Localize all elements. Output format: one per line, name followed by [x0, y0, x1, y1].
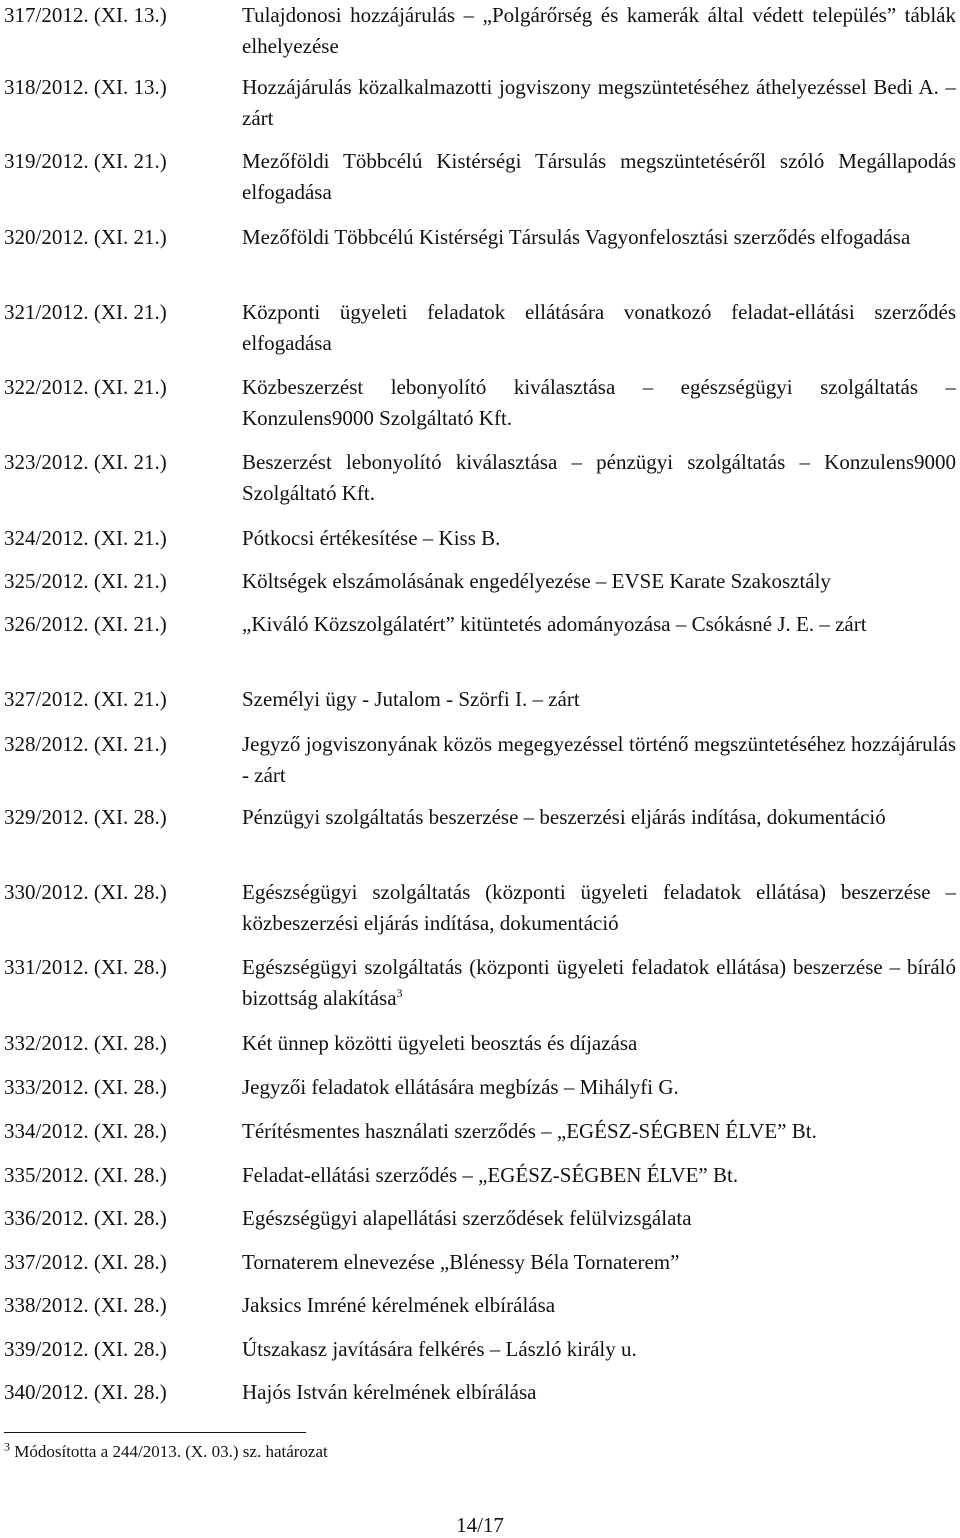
resolution-title — [242, 1290, 956, 1321]
resolution-title-text: Mezőföldi Többcélú Kistérségi Társulás megszüntetéséről szóló Megállapodás elfogadása — [242, 149, 956, 204]
resolution-title — [242, 609, 956, 640]
resolution-number: 329/2012. (XI. 28.) — [4, 805, 167, 829]
resolution-title-text: Egészségügyi szolgáltatás (központi ügyeleti feladatok ellátása) beszerzése – bíráló bizottság alakítása — [242, 955, 956, 1010]
resolution-number: 318/2012. (XI. 13.) — [4, 75, 167, 99]
resolution-title-text: Jaksics Imréné kérelmének elbírálása — [242, 1293, 556, 1317]
list-item — [4, 222, 956, 253]
resolution-number: 321/2012. (XI. 21.) — [4, 300, 167, 324]
list-item — [4, 802, 956, 833]
resolution-number: 328/2012. (XI. 21.) — [4, 732, 167, 756]
resolution-title — [242, 566, 956, 597]
resolution-title-text: Pénzügyi szolgáltatás beszerzése – beszerzési eljárás indítása, dokumentáció — [242, 805, 886, 829]
resolution-title — [242, 297, 956, 359]
resolution-number: 324/2012. (XI. 21.) — [4, 526, 167, 550]
list-item — [4, 1160, 956, 1191]
resolution-title-text: Beszerzést lebonyolító kiválasztása – pénzügyi szolgáltatás – Konzulens9000 Szolgáltató Kft. — [242, 450, 956, 505]
footnote-separator — [4, 1432, 306, 1433]
resolution-title-text: Egészségügyi alapellátási szerződések felülvizsgálata — [242, 1206, 692, 1230]
resolution-title — [242, 729, 956, 791]
resolution-title-text: Hajós István kérelmének elbírálása — [242, 1380, 537, 1404]
footnote-marker: 3 — [4, 1439, 10, 1454]
list-item — [4, 1116, 956, 1147]
list-item — [4, 0, 956, 62]
resolution-title — [242, 222, 956, 253]
list-item — [4, 1247, 956, 1278]
resolution-number: 334/2012. (XI. 28.) — [4, 1119, 167, 1143]
resolution-number: 320/2012. (XI. 21.) — [4, 225, 167, 249]
resolution-title — [242, 523, 956, 554]
resolution-title — [242, 1334, 956, 1365]
list-item — [4, 566, 956, 597]
resolution-title-text: Pótkocsi értékesítése – Kiss B. — [242, 526, 501, 550]
page-number: 14/17 — [456, 1513, 504, 1537]
resolution-title — [242, 1028, 956, 1059]
resolution-title — [242, 146, 956, 208]
list-item — [4, 1203, 956, 1234]
resolution-title-text: Jegyző jogviszonyának közös megegyezéssel történő megszüntetéséhez hozzájárulás - zárt — [242, 732, 956, 787]
resolution-title-text: Feladat-ellátási szerződés – „EGÉSZ-SÉGBEN ÉLVE” Bt. — [242, 1163, 739, 1187]
list-item — [4, 1290, 956, 1321]
list-item — [4, 297, 956, 359]
resolution-number: 335/2012. (XI. 28.) — [4, 1163, 167, 1187]
resolution-title-text: Személyi ügy - Jutalom - Szörfi I. – zárt — [242, 687, 580, 711]
resolution-title-text: Két ünnep közötti ügyeleti beosztás és díjazása — [242, 1031, 638, 1055]
resolution-title — [242, 372, 956, 434]
footnote — [4, 1440, 328, 1464]
resolution-title-text: Útszakasz javítására felkérés – László király u. — [242, 1337, 637, 1361]
list-item — [4, 523, 956, 554]
resolution-number: 326/2012. (XI. 21.) — [4, 612, 167, 636]
list-item — [4, 1334, 956, 1365]
resolution-number: 327/2012. (XI. 21.) — [4, 687, 167, 711]
resolution-number: 340/2012. (XI. 28.) — [4, 1380, 167, 1404]
resolution-title-text: Mezőföldi Többcélú Kistérségi Társulás Vagyonfelosztási szerződés elfogadása — [242, 225, 911, 249]
resolution-number: 338/2012. (XI. 28.) — [4, 1293, 167, 1317]
resolution-title-text: Jegyzői feladatok ellátására megbízás – Mihályfi G. — [242, 1075, 679, 1099]
resolution-title — [242, 72, 956, 134]
footnote-text: Módosította a 244/2013. (X. 03.) sz. határozat — [14, 1442, 328, 1461]
resolution-number: 332/2012. (XI. 28.) — [4, 1031, 167, 1055]
footnote-reference: 3 — [396, 986, 403, 1000]
resolution-title-text: Közbeszerzést lebonyolító kiválasztása – egészségügyi szolgáltatás – Konzulens9000 Szolgáltató Kft. — [242, 375, 956, 430]
resolution-title — [242, 0, 956, 62]
resolution-title — [242, 1203, 956, 1234]
resolution-title — [242, 802, 956, 833]
resolution-number: 319/2012. (XI. 21.) — [4, 149, 167, 173]
resolution-number: 325/2012. (XI. 21.) — [4, 569, 167, 593]
resolution-title-text: Térítésmentes használati szerződés – „EGÉSZ-SÉGBEN ÉLVE” Bt. — [242, 1119, 817, 1143]
list-item — [4, 684, 956, 715]
resolution-title — [242, 1377, 956, 1408]
list-item — [4, 952, 956, 1014]
resolution-title-text: Tulajdonosi hozzájárulás – „Polgárőrség és kamerák által védett település” táblák elhelyezése — [242, 3, 956, 58]
list-item — [4, 447, 956, 509]
resolution-title — [242, 1072, 956, 1103]
resolution-title-text: Egészségügyi szolgáltatás (központi ügyeleti feladatok ellátása) beszerzése – közbeszerzési eljárás indítása, dokumentáció — [242, 880, 956, 935]
list-item — [4, 609, 956, 640]
list-item — [4, 372, 956, 434]
resolution-title-text: Központi ügyeleti feladatok ellátására vonatkozó feladat-ellátási szerződés elfogadása — [242, 300, 956, 355]
resolution-title-text: Költségek elszámolásának engedélyezése – EVSE Karate Szakosztály — [242, 569, 831, 593]
list-item — [4, 1072, 956, 1103]
resolution-number: 333/2012. (XI. 28.) — [4, 1075, 167, 1099]
resolution-title — [242, 447, 956, 509]
resolution-number: 337/2012. (XI. 28.) — [4, 1250, 167, 1274]
resolution-title — [242, 684, 956, 715]
resolution-number: 317/2012. (XI. 13.) — [4, 3, 167, 27]
resolution-number: 322/2012. (XI. 21.) — [4, 375, 167, 399]
resolution-title — [242, 877, 956, 939]
resolution-title — [242, 1160, 956, 1191]
resolution-number: 323/2012. (XI. 21.) — [4, 450, 167, 474]
list-item — [4, 72, 956, 134]
resolution-number: 336/2012. (XI. 28.) — [4, 1206, 167, 1230]
resolution-title — [242, 952, 956, 1014]
resolution-number: 331/2012. (XI. 28.) — [4, 955, 167, 979]
resolution-title — [242, 1116, 956, 1147]
resolution-title-text: „Kiváló Közszolgálatért” kitüntetés adományozása – Csókásné J. E. – zárt — [242, 612, 867, 636]
resolution-title-text: Tornaterem elnevezése „Blénessy Béla Tornaterem” — [242, 1250, 680, 1274]
resolution-title-text: Hozzájárulás közalkalmazotti jogviszony megszüntetéséhez áthelyezéssel Bedi A. – zárt — [242, 75, 956, 130]
list-item — [4, 877, 956, 939]
resolution-number: 330/2012. (XI. 28.) — [4, 880, 167, 904]
list-item — [4, 729, 956, 791]
list-item — [4, 1377, 956, 1408]
resolution-number: 339/2012. (XI. 28.) — [4, 1337, 167, 1361]
list-item — [4, 146, 956, 208]
list-item — [4, 1028, 956, 1059]
resolution-title — [242, 1247, 956, 1278]
